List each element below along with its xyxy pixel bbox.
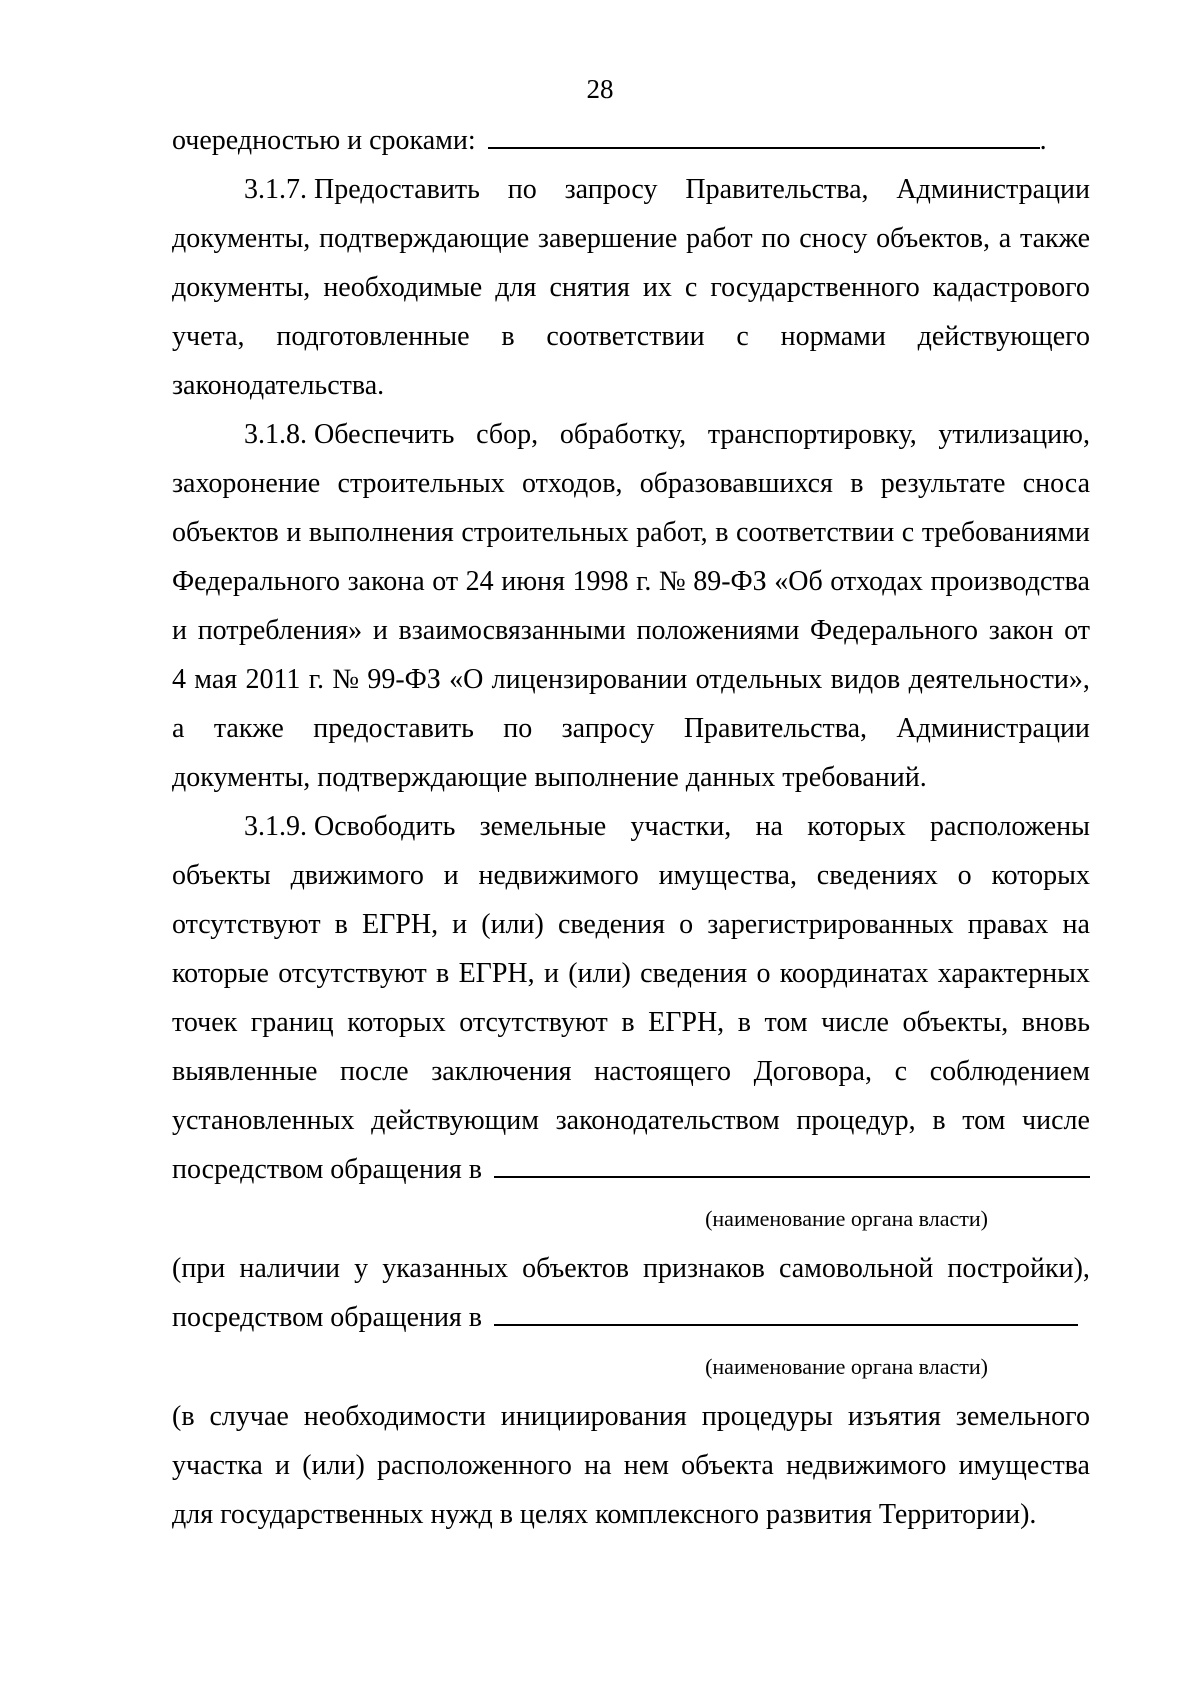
word: которых xyxy=(347,1007,446,1038)
word: сведения xyxy=(557,909,666,940)
word: установленных xyxy=(172,1105,355,1136)
word: строительных xyxy=(461,517,629,548)
word: а xyxy=(998,223,1012,254)
word: и xyxy=(543,958,559,989)
word: в xyxy=(436,958,450,989)
word: с xyxy=(684,272,698,303)
word: взаимосвязанными xyxy=(398,615,626,646)
word: закона xyxy=(347,566,425,597)
word: а xyxy=(172,713,185,744)
word: указанных xyxy=(382,1253,509,1284)
schedule-blank-field[interactable] xyxy=(488,119,1040,149)
word: движимого xyxy=(290,860,424,891)
word: действующего xyxy=(917,321,1090,352)
word: и xyxy=(275,1450,290,1481)
word: Федерального xyxy=(172,566,341,597)
word: и xyxy=(452,909,468,940)
word: работ xyxy=(686,223,753,254)
word: правах xyxy=(967,909,1049,940)
word: и xyxy=(443,860,459,891)
word: том xyxy=(962,1105,1006,1136)
word: в xyxy=(501,321,515,352)
word: 3.1.8. Обеспечить xyxy=(244,419,455,450)
word: заключения xyxy=(431,1056,572,1087)
text-line xyxy=(172,900,1090,949)
word: и xyxy=(372,615,388,646)
word: сведениях xyxy=(816,860,938,891)
text-line xyxy=(172,1047,1090,1096)
text-line xyxy=(172,606,1090,655)
word: расположенного xyxy=(377,1450,572,1481)
word: с xyxy=(894,1056,908,1087)
text-line xyxy=(172,1392,1090,1441)
word: в xyxy=(334,909,348,940)
word: Администрации xyxy=(896,174,1090,205)
word: в xyxy=(715,517,729,548)
word: (в xyxy=(172,1401,195,1432)
fill-label-2: посредством обращения в xyxy=(172,1302,483,1333)
intro-label: очередностью и сроками: xyxy=(172,125,476,156)
word: которые xyxy=(172,958,269,989)
authority-caption-2: (наименование органа власти) xyxy=(705,1354,988,1379)
word: нем xyxy=(623,1450,669,1481)
word: самовольной xyxy=(778,1253,934,1284)
word: сбор, xyxy=(476,419,539,450)
word: 1998 xyxy=(572,566,629,597)
word: отсутствуют xyxy=(172,909,321,940)
document-body xyxy=(172,116,1090,1539)
word: видов xyxy=(830,664,901,695)
text-line xyxy=(172,1096,1090,1145)
word: строительных xyxy=(337,468,505,499)
fill-label-1: посредством обращения в xyxy=(172,1154,483,1185)
word: закон xyxy=(988,615,1054,646)
text-line xyxy=(172,1244,1090,1293)
word: Договора, xyxy=(753,1056,872,1087)
word: по xyxy=(761,223,791,254)
text-line xyxy=(172,557,1090,606)
word: июня xyxy=(501,566,565,597)
word: документы, xyxy=(172,223,311,254)
word: отсутствуют xyxy=(278,958,427,989)
word: координатах xyxy=(779,958,929,989)
authority-fill-line-1 xyxy=(172,1145,1090,1194)
word: соответствии xyxy=(736,517,895,548)
word: Правительства, xyxy=(685,174,869,205)
word: числе xyxy=(821,1007,889,1038)
word: отходов, xyxy=(522,468,623,499)
word: 3.1.9. Освободить xyxy=(244,811,456,842)
word: процедур, xyxy=(796,1105,916,1136)
text-line xyxy=(172,459,1090,508)
word: запросу xyxy=(561,713,655,744)
word: (при xyxy=(172,1253,226,1284)
word: с xyxy=(901,517,915,548)
word: положениями xyxy=(636,615,800,646)
text-line xyxy=(172,655,1090,704)
word: инициирования xyxy=(500,1401,687,1432)
word: от xyxy=(1064,615,1090,646)
word: имущества xyxy=(958,1450,1090,1481)
word: наличии xyxy=(239,1253,341,1284)
word: деятельности», xyxy=(908,664,1090,695)
word: их xyxy=(642,272,672,303)
word: о xyxy=(756,958,771,989)
line-self-built-note xyxy=(172,1244,1090,1293)
word: Правительства, xyxy=(683,713,868,744)
word: которых xyxy=(807,811,906,842)
authority-fill-line-2 xyxy=(172,1293,1090,1342)
word: недвижимого xyxy=(786,1450,947,1481)
closing-paragraph xyxy=(172,1392,1090,1539)
word: снятия xyxy=(549,272,630,303)
word: и xyxy=(286,517,302,548)
word: законодательством xyxy=(555,1105,780,1136)
word: постройки), xyxy=(947,1253,1090,1284)
word: соответствии xyxy=(546,321,705,352)
word: после xyxy=(340,1056,409,1087)
word: отсутствуют xyxy=(459,1007,608,1038)
word: на xyxy=(755,811,783,842)
word: (или) xyxy=(302,1450,365,1481)
word: настоящего xyxy=(594,1056,731,1087)
word: сноса xyxy=(1022,468,1090,499)
word: точек xyxy=(172,1007,238,1038)
paragraph-last-line: законодательства. xyxy=(172,370,385,401)
text-line xyxy=(172,998,1090,1047)
word: транспортировку, xyxy=(707,419,917,450)
word: которых xyxy=(991,860,1090,891)
word: имущества, xyxy=(658,860,797,891)
word: требованиями xyxy=(921,517,1090,548)
authority-blank-field-2[interactable] xyxy=(494,1294,1078,1326)
paragraph-3-1-7 xyxy=(172,165,1090,410)
word: о xyxy=(957,860,972,891)
word: действующим xyxy=(371,1105,539,1136)
paragraph-3-1-8 xyxy=(172,410,1090,802)
word: и xyxy=(172,615,187,646)
word: 4 xyxy=(172,664,186,695)
word: границ xyxy=(250,1007,334,1038)
word: подтверждающие xyxy=(319,223,530,254)
word: завершение xyxy=(537,223,678,254)
word: сведения xyxy=(640,958,748,989)
word: случае xyxy=(209,1401,289,1432)
word: расположены xyxy=(929,811,1090,842)
word: числе xyxy=(1022,1105,1090,1136)
word: участки, xyxy=(630,811,732,842)
word: Федерального xyxy=(810,615,979,646)
word: ЕГРН, xyxy=(458,958,535,989)
word: «О xyxy=(449,664,484,695)
word: недвижимого xyxy=(478,860,639,891)
word: нормами xyxy=(780,321,886,352)
word: объекта xyxy=(681,1450,774,1481)
text-line xyxy=(172,410,1090,459)
word: № xyxy=(332,664,360,695)
word: № xyxy=(658,566,686,597)
word: соблюдением xyxy=(929,1056,1090,1087)
text-line xyxy=(172,312,1090,361)
word: захоронение xyxy=(172,468,321,499)
word: производства xyxy=(930,566,1090,597)
closing-last-line: для государственных нужд в целях комплексного развития Территории). xyxy=(172,1499,1037,1530)
word: предоставить xyxy=(313,713,474,744)
word: 89-ФЗ xyxy=(693,566,767,597)
word: 99-ФЗ xyxy=(367,664,441,695)
word: земельные xyxy=(479,811,607,842)
word: сносу xyxy=(799,223,868,254)
word: подготовленные xyxy=(276,321,470,352)
word: (или) xyxy=(481,909,544,940)
word: на xyxy=(584,1450,612,1481)
word: зарегистрированных xyxy=(707,909,954,940)
word: отдельных xyxy=(695,664,823,695)
word: процедуры xyxy=(701,1401,833,1432)
word: также xyxy=(1019,223,1090,254)
word: объектов, xyxy=(876,223,990,254)
word: в xyxy=(932,1105,946,1136)
word: том xyxy=(764,1007,808,1038)
word: земельного xyxy=(955,1401,1090,1432)
word: г. xyxy=(308,664,325,695)
word: утилизацию, xyxy=(938,419,1090,450)
word: обработку, xyxy=(559,419,687,450)
word: вновь xyxy=(1021,1007,1090,1038)
text-line xyxy=(172,263,1090,312)
text-line xyxy=(172,508,1090,557)
word: необходимости xyxy=(303,1401,486,1432)
word: 2011 xyxy=(245,664,301,695)
page-number: 28 xyxy=(586,74,614,104)
word: выполнения xyxy=(308,517,454,548)
paragraph-last-line: документы, подтверждающие выполнение данных требований. xyxy=(172,762,927,793)
word: по xyxy=(503,713,533,744)
word: объекты, xyxy=(902,1007,1009,1038)
word: ЕГРН, xyxy=(361,909,439,940)
word: необходимые xyxy=(323,272,483,303)
word: кадастрового xyxy=(932,272,1090,303)
word: участка xyxy=(172,1450,263,1481)
text-line xyxy=(172,214,1090,263)
word: ЕГРН, xyxy=(648,1007,725,1038)
word: изъятия xyxy=(847,1401,941,1432)
word: от xyxy=(432,566,459,597)
intro-line xyxy=(172,116,1090,165)
text-line xyxy=(172,704,1090,753)
word: объектов xyxy=(522,1253,629,1284)
word: документы, xyxy=(172,272,311,303)
word: мая xyxy=(194,664,238,695)
word: на xyxy=(1062,909,1090,940)
word: также xyxy=(213,713,284,744)
word: по xyxy=(507,174,537,205)
word: результате xyxy=(880,468,1006,499)
word: в xyxy=(621,1007,635,1038)
authority-blank-field-1[interactable] xyxy=(494,1146,1090,1178)
word: для xyxy=(495,272,537,303)
text-line xyxy=(172,1441,1090,1490)
word: запросу xyxy=(564,174,658,205)
word: отходах xyxy=(830,566,923,597)
authority-caption-1: (наименование органа власти) xyxy=(705,1206,988,1231)
word: характерных xyxy=(937,958,1090,989)
word: потребления» xyxy=(197,615,363,646)
word: у xyxy=(354,1253,369,1284)
intro-end: . xyxy=(1039,125,1047,156)
word: (или) xyxy=(568,958,631,989)
text-line xyxy=(172,165,1090,214)
paragraph-3-1-9 xyxy=(172,802,1090,1145)
word: в xyxy=(737,1007,751,1038)
word: 3.1.7. Предоставить xyxy=(244,174,480,205)
word: признаков xyxy=(643,1253,765,1284)
word: объектов xyxy=(172,517,279,548)
word: учета, xyxy=(172,321,245,352)
word: в xyxy=(850,468,864,499)
text-line xyxy=(172,802,1090,851)
word: г. xyxy=(636,566,652,597)
word: работ, xyxy=(636,517,708,548)
word: лицензировании xyxy=(491,664,688,695)
word: выявленные xyxy=(172,1056,318,1087)
word: Администрации xyxy=(896,713,1090,744)
word: «Об xyxy=(774,566,823,597)
word: образовавшихся xyxy=(639,468,833,499)
word: 24 xyxy=(465,566,494,597)
text-line xyxy=(172,949,1090,998)
word: государственного xyxy=(710,272,920,303)
word: о xyxy=(679,909,694,940)
word: объекты xyxy=(172,860,271,891)
text-line xyxy=(172,851,1090,900)
word: с xyxy=(736,321,749,352)
